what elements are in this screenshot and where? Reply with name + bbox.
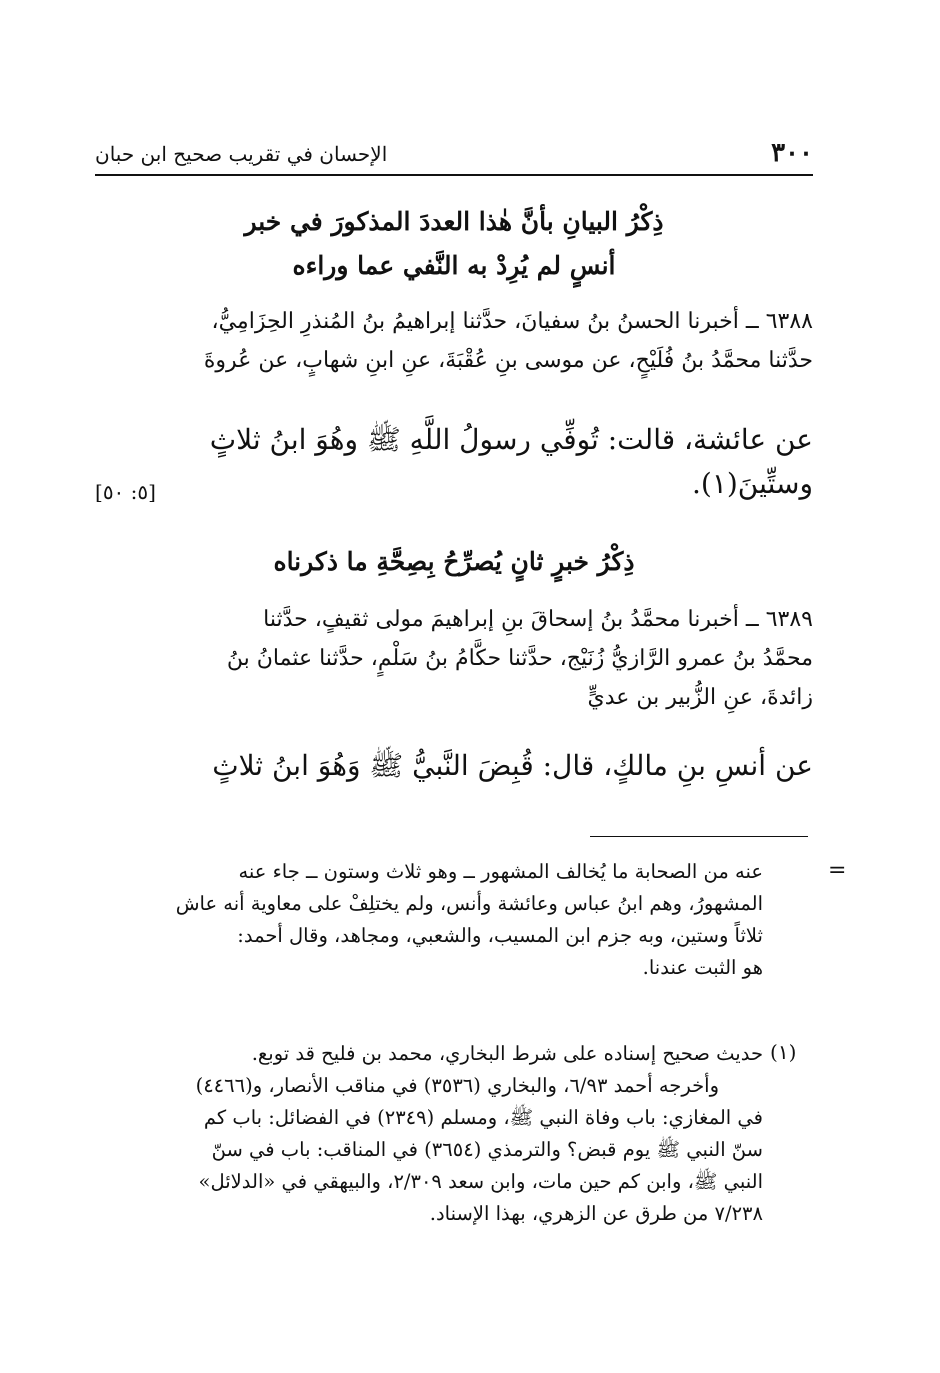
- isnad-line: محمَّدُ بنُ عمرو الرَّازيُّ زُنَيْج، حدَّثنا حكَّامُ بنُ سَلْمٍ، حدَّثنا عثمانُ بنُ: [226, 646, 813, 671]
- hadith-isnad-6388: [95, 302, 813, 380]
- running-title: الإحسان في تقريب صحيح ابن حبان: [95, 142, 388, 166]
- heading-line: ذِكْرُ خبرٍ ثانٍ يُصرِّحُ بِصِحَّةِ ما ذكرناه: [273, 547, 635, 576]
- isnad-line: زائدةَ، عنِ الزُّبير بن عديٍّ: [587, 685, 813, 710]
- footnote-line: هو الثبت عندنا.: [642, 956, 763, 979]
- footnote-line: عنه من الصحابة ما يُخالف المشهور ــ وهو ثلاث وستون ــ جاء عنه: [238, 860, 763, 883]
- page-number: ٣٠٠: [771, 138, 813, 168]
- hadith-isnad-6389: [95, 600, 813, 717]
- footnote-line: المشهورُ، وهم ابنُ عباس وعائشة وأنس، ولم يختلِفْ على معاوية أنه عاش: [175, 892, 763, 915]
- page-header: [95, 128, 813, 176]
- footnote-line: سنّ النبي ﷺ يوم قبض؟ والترمذي (٣٦٥٤) في المناقب: باب في سنّ: [211, 1138, 763, 1161]
- hadith-reference: [٥: ٥٠]: [95, 480, 156, 504]
- footnote-line: وأخرجه أحمد ٦/٩٣، والبخاري (٣٥٣٦) في مناقب الأنصار، و(٤٤٦٦): [195, 1074, 719, 1097]
- footnote-line: النبي ﷺ، وابن كم حين مات، وابن سعد ٢/٣٠٩، والبيهقي في «الدلائل»: [198, 1170, 763, 1193]
- footnote-continuation-mark: =: [828, 858, 847, 883]
- section-heading-1: [95, 200, 813, 288]
- footnote-continuation: [95, 856, 763, 984]
- footnote-line: ٧/٢٣٨ من طرق عن الزهري، بهذا الإسناد.: [429, 1202, 763, 1225]
- footnote-line: في المغازي: باب وفاة النبي ﷺ، ومسلم (٢٣٤٩) في الفضائل: باب كم: [203, 1106, 763, 1129]
- isnad-line: حدَّثنا محمَّدُ بنُ فُلَيْحٍ، عن موسى بنِ عُقْبَةَ، عنِ ابنِ شهابٍ، عن عُروةَ: [203, 348, 813, 373]
- footnote-1: [95, 1038, 763, 1230]
- footnote-line: ثلاثاً وستين، وبه جزم ابن المسيب، والشعبي، ومجاهد، وقال أحمد:: [237, 924, 763, 947]
- section-heading-2: [95, 540, 813, 584]
- footnote-line: حديث صحيح إسناده على شرط البخاري، محمد بن فليح قد توبع.: [251, 1042, 763, 1065]
- hadith-matn-6389: عن أنسِ بنِ مالكٍ، قال: قُبِضَ النَّبيُّ ﷺ وَهُوَ ابنُ ثلاثٍ: [212, 749, 813, 782]
- isnad-line: ٦٣٨٩ ــ أخبرنا محمَّدُ بنُ إسحاقَ بنِ إبراهيمَ مولى ثقيفٍ، حدَّثنا: [263, 607, 813, 632]
- hadith-matn-6388: عن عائشة، قالت: تُوفِّي رسولُ اللَّهِ ﷺ وهُوَ ابنُ ثلاثٍ وستِّينَ(١).: [209, 423, 813, 500]
- footnote-number: (١): [770, 1040, 797, 1064]
- isnad-line: ٦٣٨٨ ــ أخبرنا الحسنُ بنُ سفيانَ، حدَّثنا إبراهيمُ بنُ المُنذرِ الحِزَامِيُّ،: [211, 309, 813, 334]
- heading-line: أنسٍ لم يُرِدْ به النَّفي عما وراءه: [292, 251, 616, 280]
- heading-line: ذِكْرُ البيانِ بأنَّ هٰذا العددَ المذكورَ في خبر: [244, 207, 664, 236]
- footnote-separator: [590, 836, 808, 837]
